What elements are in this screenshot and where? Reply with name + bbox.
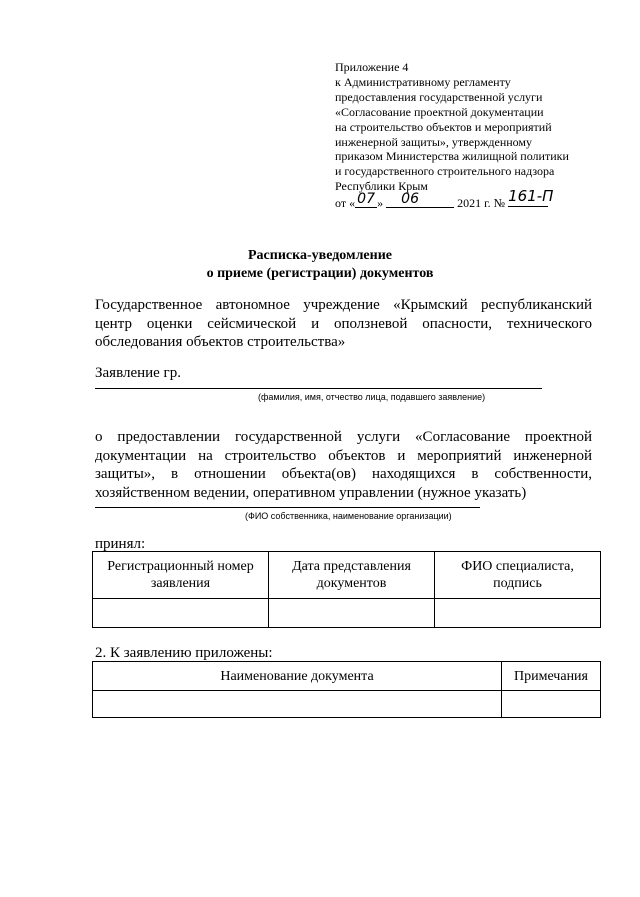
owner-hint: (ФИО собственника, наименование организации) [245,511,452,521]
organization-paragraph: Государственное автономное учреждение «Крымский республиканский центр оценки сейсмической и оползневой опасности, технического обследования объектов строительства» [95,297,592,350]
appendix-line: «Согласование проектной документации [335,104,544,119]
date-year: 2021 г. № [457,196,506,211]
handwritten-month: 06 [401,191,419,208]
applicant-hint: (фамилия, имя, отчество лица, подавшего заявление) [258,392,486,402]
handwritten-day: 07 [357,191,375,208]
order-date-line [335,187,595,211]
table-header-row [93,662,601,691]
attachments-label: 2. К заявлению приложены: [95,645,273,661]
appendix-block [335,60,595,211]
date-prefix: от « [335,196,356,211]
title-line-2: о приеме (регистрации) документов [206,266,434,281]
attachments-table [92,661,601,718]
appendix-line: на строительство объектов и мероприятий [335,119,552,134]
appendix-line: предоставления государственной услуги [335,89,543,104]
handwritten-order-number: 161-П [508,187,554,206]
header-notes: Примечания [502,662,601,691]
appendix-line: Приложение 4 [335,60,409,74]
date-mid: » [377,196,384,211]
statement-label: Заявление гр. [95,365,181,381]
cell-notes[interactable] [502,691,601,718]
owner-name-line [95,507,480,508]
appendix-line: инженерной защиты», утвержденному [335,134,533,149]
table-row [93,691,601,718]
header-registration-number: Регистрационный номер заявления [93,552,269,599]
service-paragraph: о предоставлении государственной услуги «Согласование проектной документации на строительство объектов и мероприятий инженерной защиты», в отношении объекта(ов) находящихся в собственности, хозяйственном ведении, оперативном управлении (нужное указать) [95,429,592,501]
header-document-name: Наименование документа [93,662,502,691]
appendix-line: Республики Крым [335,179,428,194]
appendix-line: к Административному регламенту [335,74,511,89]
title-line-1: Расписка-уведомление [248,248,392,263]
appendix-line: приказом Министерства жилищной политики [335,149,569,164]
registration-table [92,551,601,628]
cell-specialist[interactable] [435,599,601,628]
cell-registration-number[interactable] [93,599,269,628]
header-submission-date: Дата представления документов [269,552,435,599]
table-row [93,599,601,628]
accepted-label: принял: [95,536,146,552]
appendix-line: и государственного строительного надзора [335,164,555,179]
table-header-row [93,552,601,599]
cell-submission-date[interactable] [269,599,435,628]
cell-document-name[interactable] [93,691,502,718]
applicant-name-line [95,388,542,389]
document-title [0,247,640,283]
header-specialist: ФИО специалиста, подпись [435,552,601,599]
